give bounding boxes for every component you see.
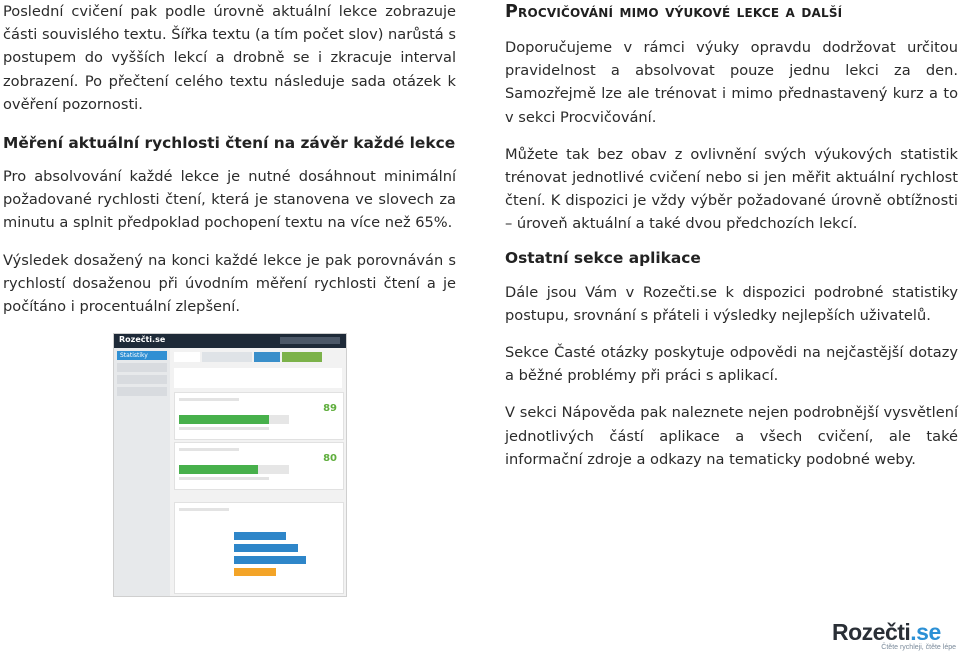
app-tab — [174, 352, 200, 362]
app-logo: Rozečti.se — [119, 335, 166, 344]
app-tab — [202, 352, 252, 362]
app-stat — [175, 371, 215, 385]
other-paragraph-1: Dále jsou Vám v Rozečti.se k dispozici podrobné statistiky postupu, srovnání s přáteli i výsledky nejlepších uživatelů. — [505, 283, 958, 324]
brand-logo — [832, 620, 956, 651]
app-line — [179, 427, 269, 430]
app-stat — [257, 371, 297, 385]
app-sidebar-item-selected: Statistiky — [117, 351, 167, 360]
app-tab — [254, 352, 280, 362]
app-line — [179, 448, 239, 451]
app-user-box — [280, 337, 340, 344]
app-card-speed — [174, 392, 344, 440]
app-progress-bar-1 — [179, 415, 289, 424]
app-line — [179, 477, 269, 480]
app-screenshot — [113, 333, 347, 597]
app-progress-bar-2 — [179, 465, 289, 474]
app-hbar-orange — [234, 568, 276, 576]
section-heading-other: Ostatní sekce aplikace — [505, 248, 701, 267]
app-percent-2: 80 — [323, 453, 337, 464]
speed-paragraph-2: Výsledek dosažený na konci každé lekce je pak porovnáván s rychlostí dosaženou při úvodním měření rychlosti čtení a je počítáno i procentuální zlepšení. — [3, 251, 456, 316]
other-paragraph-2: Sekce Časté otázky poskytuje odpovědi na nejčastější dotazy a běžné problémy při práci s aplikací. — [505, 344, 958, 385]
app-stat — [216, 371, 256, 385]
section-heading-practice: Procvičování mimo výukové lekce a další — [505, 2, 843, 22]
app-progress-fill-1 — [179, 415, 269, 424]
brand-tagline: Čtěte rychleji, čtěte lépe — [881, 644, 956, 651]
app-sidebar — [114, 348, 170, 596]
app-hbar — [234, 556, 306, 564]
app-stats-row — [174, 368, 342, 388]
practice-paragraph-1: Doporučujeme v rámci výuky opravdu dodržovat určitou pravidelnost a absolvovat pouze jednu lekci za den. Samozřejmě lze ale trénovat i mimo přednastavený kurz a to v sekci Procvičování. — [505, 39, 958, 126]
app-sidebar-item — [117, 363, 167, 372]
practice-paragraph-2: Můžete tak bez obav z ovlivnění svých výukových statistik trénovat jednotlivé cvičení nebo si jen měřit aktuální rychlost čtení. K dispozici je vždy výběr požadované úrovně obtížnosti – úroveň aktuální a také dvou předchozích lekcí. — [505, 145, 958, 233]
app-topbar — [114, 334, 346, 348]
other-paragraph-3: V sekci Nápověda pak naleznete nejen podrobnější vysvětlení jednotlivých částí aplikace a všech cvičení, ale také informační zdroje a odkazy na tematicky podobné weby. — [505, 404, 958, 468]
app-card-comprehension — [174, 442, 344, 490]
intro-paragraph: Poslední cvičení pak podle úrovně aktuální lekce zobrazuje části souvislého textu. Šířka textu (a tím počet slov) narůstá s postupem do vyšších lekcí a drobně se i zkracuje interval zobrazení. Po přečtení celého textu následuje sada otázek k ověření pozornosti. — [3, 3, 456, 113]
brand-name — [832, 620, 956, 644]
app-stat — [298, 371, 338, 385]
app-progress-fill-2 — [179, 465, 258, 474]
app-sidebar-item — [117, 375, 167, 384]
app-hbar — [234, 532, 286, 540]
brand-name-suffix: .se — [910, 619, 941, 645]
app-mini-chart — [178, 528, 338, 588]
brand-name-main: Rozečti — [832, 619, 911, 645]
app-tabs — [174, 352, 342, 362]
speed-paragraph-1: Pro absolvování každé lekce je nutné dosáhnout minimální požadované rychlosti čtení, která je stanovena ve slovech za minutu a splnit předpoklad pochopení textu na více než 65%. — [3, 168, 456, 232]
app-percent-1: 89 — [323, 403, 337, 414]
app-line — [179, 398, 239, 401]
app-tab — [282, 352, 322, 362]
section-heading-speed: Měření aktuální rychlosti čtení na závěr každé lekce — [3, 134, 456, 153]
left-column — [3, 0, 456, 318]
right-column — [505, 0, 958, 471]
app-hbar — [234, 544, 298, 552]
app-sidebar-item — [117, 387, 167, 396]
app-line — [179, 508, 229, 511]
